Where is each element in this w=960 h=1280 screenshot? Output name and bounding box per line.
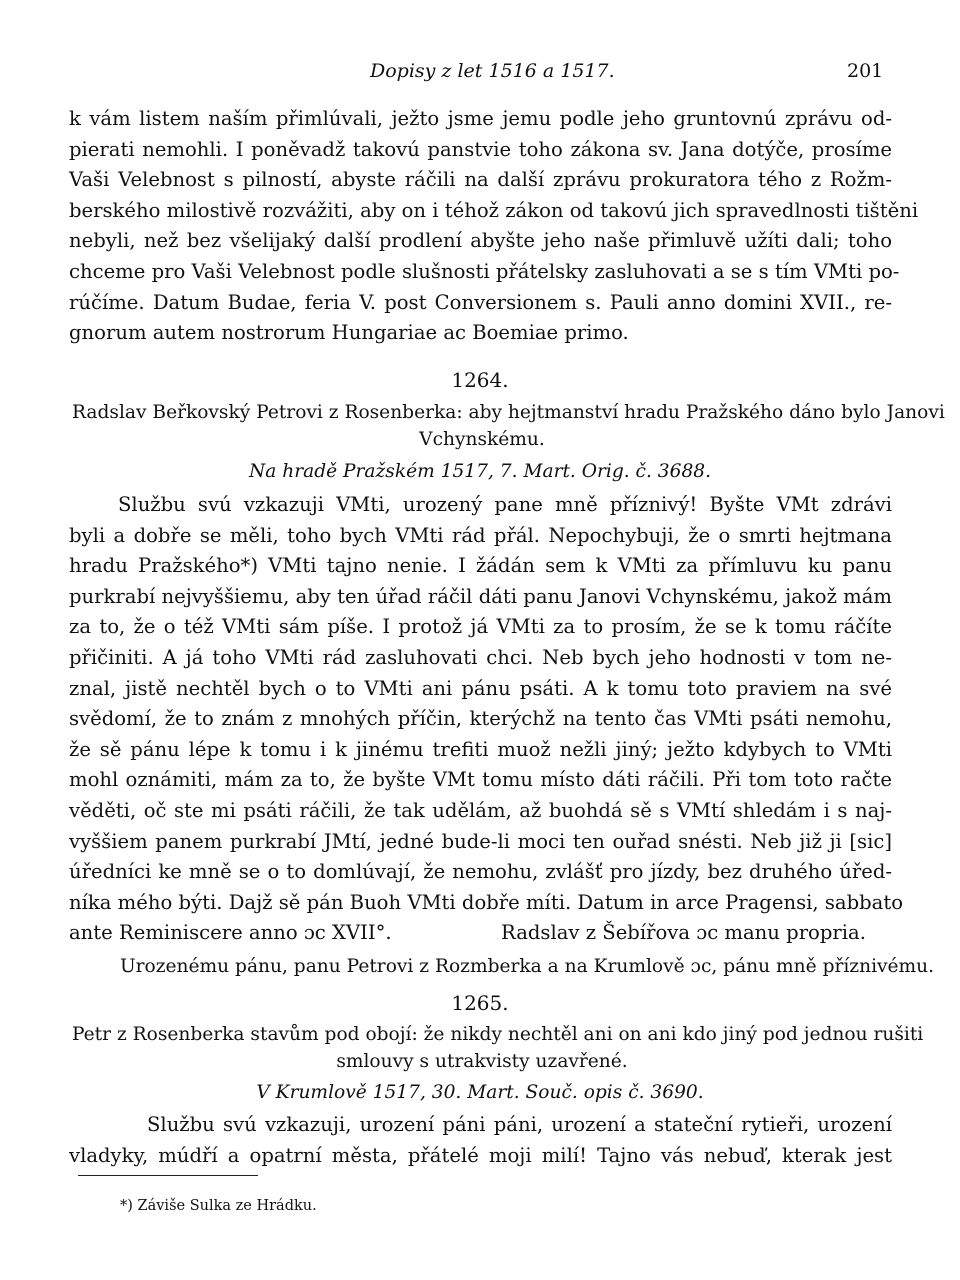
text-line: Službu svú vzkazuji VMti, urozený pane mně příznivý! Byšte VMt zdrávi	[118, 493, 892, 516]
text-line: Vaši Velebnost s pilností, abyste ráčili na další zprávu prokuratora tého z Rožm-	[69, 168, 892, 192]
document-source-1264: Na hradě Pražském 1517, 7. Mart. Orig. č. 3688.	[248, 461, 712, 482]
text-line: za to, že o též VMti sám píše. I protož já VMti za to prosím, že se k tomu ráčíte	[69, 615, 892, 639]
text-line: berského milostivě rozvážiti, aby on i téhož zákon od takovú jich spravedlnosti tištěni	[69, 198, 919, 222]
document-address-1264: Urozenému pánu, panu Petrovi z Rozmberka a na Krumlově ɔc, pánu mně příznivému.	[120, 956, 935, 977]
page-header	[0, 56, 960, 86]
text-line: byli a dobře se měli, toho bych VMti rád přál. Nepochybuji, že o smrti hejtmana	[69, 523, 892, 547]
text-line: mohl oznámiti, mám za to, že byšte VMt tomu místo dáti ráčili. Při tom toto račte	[69, 768, 892, 792]
text-line: níka mého býti. Dajž sě pán Buoh VMti dobře míti. Datum in arce Pragensi, sabbato	[69, 890, 904, 914]
signature: Radslav z Šebířova ɔc manu propria.	[501, 921, 866, 944]
text-line: přičiniti. A já toho VMti rád zasluhovati chci. Neb bych jeho hodnosti v tom ne-	[69, 645, 892, 669]
text-line: purkrabí nejvyššiemu, aby ten úřad ráčil dáti panu Janovi Vchynskému, jakož mám	[69, 584, 892, 608]
text-line: znal, jistě nechtěl bych o to VMti ani pánu psáti. A k tomu toto praviem na své	[69, 676, 892, 700]
document-source-1265: V Krumlově 1517, 30. Mart. Souč. opis č. 3690.	[256, 1082, 704, 1103]
text-line: vladyky, múdří a opatrní města, přátelé moji milí! Tajno vás nebuď, kterak jest	[69, 1143, 892, 1167]
text-line: hradu Pražského*) VMti tajno nenie. I žádán sem k VMti za přímluvu ku panu	[69, 554, 892, 578]
text-line: nebyli, než bez všelijaký další prodlení abyšte jeho naše přimluvě užíti dali; toho	[69, 229, 892, 253]
page-number: 201	[847, 60, 884, 82]
document-number-1264: 1264.	[451, 368, 509, 392]
text-line: že sě pánu lépe k tomu i k jinému trefiti muož nežli jiný; ježto kdybych to VMti	[69, 737, 892, 761]
closing-date: ante Reminiscere anno ɔc XVII°.	[69, 921, 392, 944]
text-line: gnorum autem nostrorum Hungariae ac Boemiae primo.	[69, 321, 629, 345]
footnote: *) Záviše Sulka ze Hrádku.	[120, 1198, 317, 1214]
document-body-1265	[69, 1110, 892, 1171]
document-summary-1265	[72, 1021, 924, 1075]
text-line: pierati nemohli. I poněvadž takovú panstvie toho zákona sv. Jana dotýče, prosíme	[69, 137, 892, 161]
continuation-paragraph	[69, 104, 919, 349]
summary-line: Vchynskému.	[419, 429, 545, 450]
text-line: k vám listem naším přimlúvali, ježto jsme jemu podle jeho gruntovnú zprávu od-	[69, 107, 892, 130]
document-number-1265: 1265.	[451, 991, 509, 1015]
document-summary-1264	[72, 399, 945, 453]
text-line: svědomí, že to znám z mnohých příčin, kterýchž na tento čas VMti psáti nemohu,	[69, 707, 892, 731]
text-line: rúčíme. Datum Budae, feria V. post Conversionem s. Pauli anno domini XVII., re-	[69, 290, 892, 314]
text-line: úředníci ke mně se o to domlúvají, že nemohu, zvlášť pro jízdy, bez druhého úřed-	[69, 860, 892, 884]
text-line: věděti, oč ste mi psáti ráčili, že tak udělám, až buohdá sě s VMtí shledám i s naj-	[69, 798, 892, 822]
text-line: chceme pro Vaši Velebnost podle slušnosti přátelsky zasluhovati a se s tím VMti po-	[69, 259, 900, 283]
summary-line: Radslav Beřkovský Petrovi z Rosenberka: aby hejtmanství hradu Pražského dáno bylo Janovi	[72, 402, 945, 423]
footnote-divider	[78, 1175, 258, 1176]
document-body-1264	[69, 490, 904, 918]
text-line: vyššiem panem purkrabí JMtí, jedné bude-li moci ten ouřad snésti. Neb již ji [sic]	[69, 829, 892, 853]
summary-line: Petr z Rosenberka stavům pod obojí: že nikdy nechtěl ani on ani kdo jiný pod jednou rušiti	[72, 1024, 924, 1045]
text-line: Službu svú vzkazuji, urození páni páni, urození a stateční rytieři, urození	[147, 1113, 892, 1136]
running-title: Dopisy z let 1516 a 1517.	[370, 60, 615, 82]
document-closing-1264	[69, 918, 892, 949]
summary-line: smlouvy s utrakvisty uzavřené.	[336, 1051, 628, 1072]
